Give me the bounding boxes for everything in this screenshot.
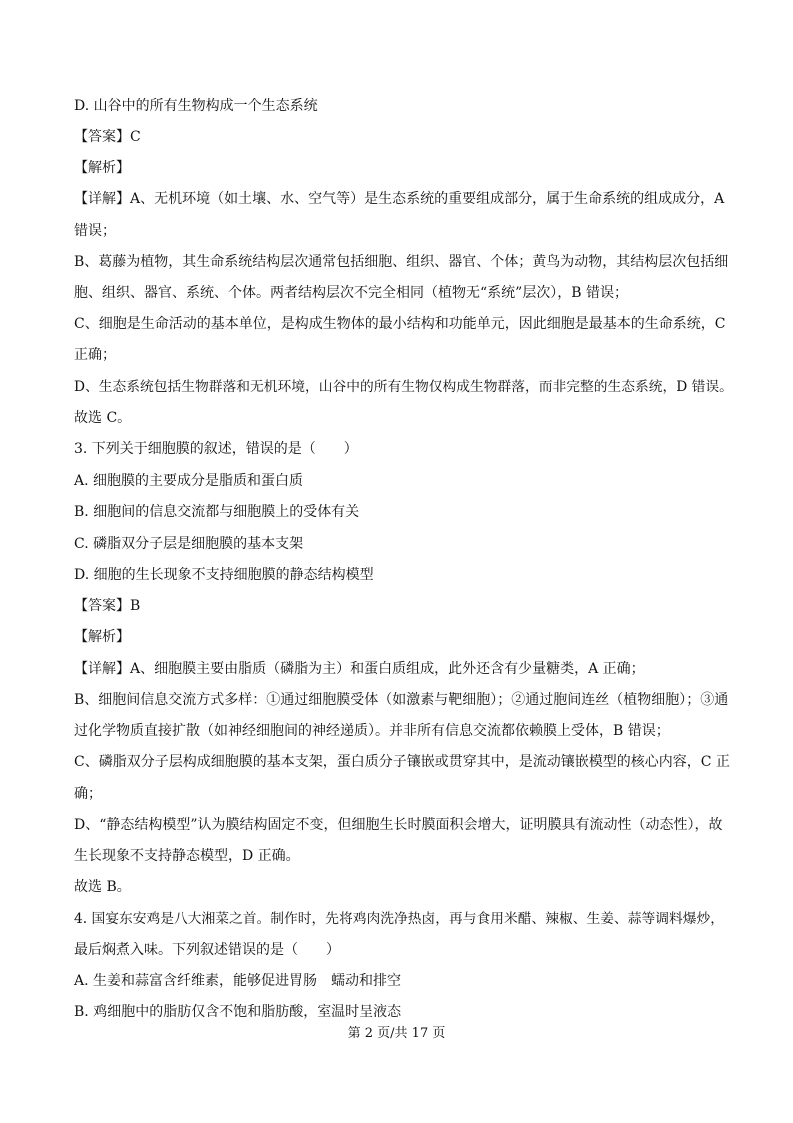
explanation-line: C、细胞是生命活动的基本单位，是构成生物体的最小结构和功能单元，因此细胞是最基本的生命系统，C <box>74 316 726 332</box>
answer-q3: 【答案】B <box>74 598 141 614</box>
explanation-line: D、生态系统包括生物群落和无机环境，山谷中的所有生物仅构成生物群落，而非完整的生态系统，D 错误。 <box>74 379 733 395</box>
explanation-line: C、磷脂双分子层构成细胞膜的基本支架，蛋白质分子镶嵌或贯穿其中，是流动镶嵌模型的核心内容，C 正 <box>74 754 730 770</box>
option-b-q4: B. 鸡细胞中的脂肪仅含不饱和脂肪酸，室温时呈液态 <box>74 1004 402 1020</box>
analysis-label-q2: 【解析】 <box>74 160 130 176</box>
conclusion-q2: 故选 C。 <box>74 410 132 426</box>
page-number-footer: 第 2 页/共 17 页 <box>347 1026 446 1041</box>
explanation-line: D、“静态结构模型”认为膜结构固定不变，但细胞生长时膜面积会增大，证明膜具有流动性（动态性），故 <box>74 817 723 833</box>
explanation-line: 【详解】A、无机环境（如土壤、水、空气等）是生态系统的重要组成部分，属于生命系统的组成成分，A <box>74 191 725 207</box>
explanation-line: 【详解】A、细胞膜主要由脂质（磷脂为主）和蛋白质组成，此外还含有少量糖类，A 正确； <box>74 661 645 677</box>
explanation-line: B、葛藤为植物，其生命系统结构层次通常包括细胞、组织、器官、个体；黄鸟为动物，其结构层次包括细 <box>74 254 729 270</box>
explanation-line: B、细胞间信息交流方式多样：①通过细胞膜受体（如激素与靶细胞）；②通过胞间连丝（植物细胞）；③通 <box>74 692 729 708</box>
option-d-q3: D. 细胞的生长现象不支持细胞膜的静态结构模型 <box>74 567 374 583</box>
answer-q2: 【答案】C <box>74 129 141 145</box>
question-4: 最后焖煮入味。下列叙述错误的是（ ） <box>74 942 340 958</box>
option-a-q3: A. 细胞膜的主要成分是脂质和蛋白质 <box>74 473 304 489</box>
explanation-line: 确； <box>74 786 102 802</box>
explanation-line: 过化学物质直接扩散（如神经细胞间的神经递质）。并非所有信息交流都依赖膜上受体，B 错误； <box>74 723 670 739</box>
question-4: 4. 国宴东安鸡是八大湘菜之首。制作时，先将鸡肉洗净热卤，再与食用米醋、辣椒、生姜、蒜等调料爆炒， <box>74 911 724 927</box>
option-d-q2: D. 山谷中的所有生物构成一个生态系统 <box>74 98 318 114</box>
conclusion-q3: 故选 B。 <box>74 879 131 895</box>
analysis-label-q3: 【解析】 <box>74 629 130 645</box>
question-3: 3. 下列关于细胞膜的叙述，错误的是（ ） <box>74 441 358 457</box>
explanation-line: 胞、组织、器官、系统、个体。两者结构层次不完全相同（植物无“系统”层次），B 错误； <box>74 285 629 301</box>
option-c-q3: C. 磷脂双分子层是细胞膜的基本支架 <box>74 536 304 552</box>
explanation-line: 正确； <box>74 347 116 363</box>
option-a-q4: A. 生姜和蒜富含纤维素，能够促进胃肠 蠕动和排空 <box>74 973 402 989</box>
explanation-line: 生长现象不支持静态模型，D 正确。 <box>74 848 300 864</box>
option-b-q3: B. 细胞间的信息交流都与细胞膜上的受体有关 <box>74 504 360 520</box>
explanation-line: 错误； <box>74 223 116 239</box>
